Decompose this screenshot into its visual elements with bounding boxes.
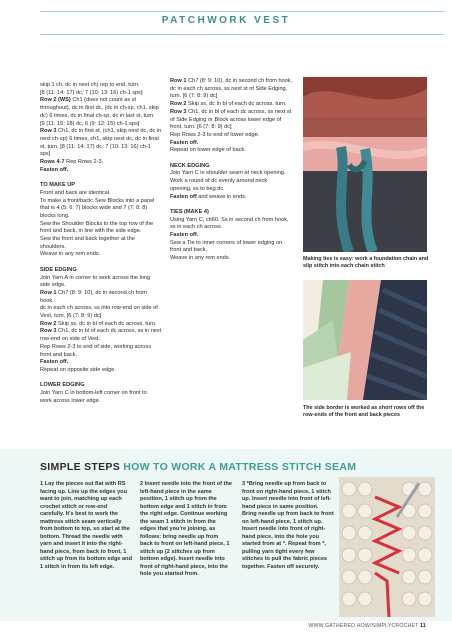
pattern-line: Row 1 Ch7 (8: 9: 10), dc in second ch from hook, bbox=[40, 289, 147, 304]
side-border-caption: The side border is worked as short rows off the row-ends of the front and back pieces bbox=[303, 405, 425, 418]
pattern-line: front and back, in line with the side edge. bbox=[40, 228, 142, 235]
side-border-photo bbox=[303, 280, 427, 400]
pattern-line: Row 2 Skip ss, dc in bl of each dc across, turn. bbox=[170, 101, 287, 108]
pattern-line: Front and back are identical. bbox=[40, 189, 111, 196]
pattern-line: Row 3 Ch1, dc in bl of each dc across, ss in next bbox=[40, 328, 162, 335]
pattern-line: Row 2 (WS) Ch1 (does not count as st bbox=[40, 97, 137, 104]
pattern-line: Fasten off. bbox=[40, 166, 69, 173]
pattern-line: of Side Edging or Block across lower edge of bbox=[170, 116, 282, 123]
pattern-line bbox=[170, 155, 298, 163]
pattern-column-1 bbox=[40, 82, 162, 405]
pattern-line: Sew the front and back together at the bbox=[40, 236, 135, 243]
pattern-line: NECK EDGING bbox=[170, 162, 210, 169]
pattern-line bbox=[40, 259, 162, 267]
pattern-line: Using Yarn C, ch60. Ss in second ch from hook, bbox=[170, 216, 289, 223]
page-header-title: PATCHWORK VEST bbox=[161, 15, 291, 26]
pattern-line: LOWER EDGING bbox=[40, 382, 85, 389]
pattern-line: Row 1 Ch7 (8: 9: 10), dc in second ch from hook, bbox=[170, 78, 293, 84]
pattern-line: turn. [6 (7: 8: 9) dc] bbox=[170, 93, 218, 100]
pattern-line: To make a front/back: Sew Blocks into a panel bbox=[40, 197, 155, 204]
pattern-column-2 bbox=[170, 78, 298, 263]
pattern-line: side edge. bbox=[40, 282, 66, 289]
pattern-line: TIES (MAKE 4) bbox=[170, 208, 209, 215]
pattern-line: throughout), dc in first dc, (dc in ch-sp, ch1, skip bbox=[40, 105, 159, 112]
pattern-line bbox=[40, 174, 162, 182]
pattern-line: blocks long. bbox=[40, 212, 70, 219]
pattern-line: [8 (11: 14: 17) dc, 7 (10: 13: 16) ch-1 sps] bbox=[40, 89, 143, 96]
pattern-line: ss in each ch across. bbox=[170, 224, 223, 231]
pattern-line: front and back. bbox=[170, 247, 208, 254]
step-3: 3 *Bring needle up from back to front on right-hand piece, 1 stitch up. Insert needle into front of left-hand piece in same position. Bring needle up from back to front on left-hand piece, 1 stitch up. Insert needle into front of right-hand piece, into the hole you started from at *. Repeat from *, pulling yarn tight every few stitches to pull the fabric pieces together. Fasten off securely. bbox=[242, 481, 334, 570]
ties-photo bbox=[303, 77, 427, 252]
pattern-line: front and back. bbox=[40, 351, 78, 358]
pattern-line: opening, ss to beg dc. bbox=[170, 185, 225, 192]
simple-steps-title bbox=[40, 461, 356, 473]
pattern-line: Fasten off and weave in ends. bbox=[170, 193, 247, 200]
mattress-stitch-heading: HOW TO WORK A MATTRESS STITCH SEAM bbox=[123, 461, 357, 473]
pattern-line bbox=[170, 201, 298, 209]
pattern-line: Repeat on lower edge of back. bbox=[170, 147, 246, 154]
pattern-line: TO MAKE UP bbox=[40, 182, 76, 189]
pattern-line: Rows 4-7 Rep Rows 2-3. bbox=[40, 159, 104, 166]
mattress-stitch-photo bbox=[339, 477, 435, 617]
pattern-line: Fasten off. bbox=[170, 232, 199, 239]
pattern-line: Rep Rows 2-3 to end of side, working across bbox=[40, 343, 151, 350]
pattern-line: skip 1 ch, dc in next ch) rep to end, turn. bbox=[40, 82, 140, 88]
step-2: 2 Insert needle into the front of the left-hand piece in the same position, 1 stitch up from the bottom edge and 1 stitch in from the right edge. Continue working the seam 1 stitch in from the edges that you're joining, as follows: bring needle up from back to front on left-hand piece, 1 stitch up (2 stitches up from bottom edge). Insert needle into front of right-hand piece, into the hole you started from. bbox=[140, 481, 232, 577]
footer-url[interactable]: WWW.GATHERED.HOW/SIMPLYCROCHET bbox=[308, 623, 419, 629]
pattern-line: Repeat on opposite side edge. bbox=[40, 366, 116, 373]
ties-caption: Making ties is easy: work a foundation chain and slip stitch into each chain stitch bbox=[303, 256, 429, 269]
pattern-line: dc in each ch across, ss into row-end on side of bbox=[40, 305, 158, 312]
pattern-line: shoulders. bbox=[40, 243, 66, 250]
pattern-line: Join Yarn C in bottom-left corner on front to bbox=[40, 390, 147, 397]
simple-steps-label: SIMPLE STEPS bbox=[40, 461, 121, 473]
pattern-line: Work a round of dc evenly around neck bbox=[170, 178, 268, 185]
pattern-line: Row 3 Ch1, dc in bl of each dc across, ss next st bbox=[170, 108, 292, 115]
pattern-line: Sew the Shoulder Blocks to the top row of the bbox=[40, 220, 154, 227]
header-rule-top bbox=[40, 11, 444, 12]
pattern-line: dc in each ch across, ss next st of Side Edging, bbox=[170, 85, 288, 92]
pattern-line: Rep Rows 2-3 to end of lower edge. bbox=[170, 131, 260, 138]
pattern-line: Weave in any rem ends. bbox=[170, 255, 231, 262]
pattern-line: Fasten off. bbox=[40, 359, 69, 366]
pattern-line: Join Yarn C in shoulder seam at neck opening. bbox=[170, 170, 286, 177]
pattern-line: row-end on side of Vest. bbox=[40, 336, 101, 343]
pattern-line: Row 2 Skip ss, dc in bl of each dc across, turn. bbox=[40, 320, 157, 327]
pattern-line bbox=[40, 375, 162, 383]
pattern-line: Vest, turn. [6 (7: 8: 9) dc] bbox=[40, 313, 102, 320]
page-footer bbox=[308, 623, 426, 629]
pattern-line: Fasten off. bbox=[170, 139, 199, 146]
pattern-line: that is 4 (5: 6: 7) blocks wide and 7 (7: 8: 8) bbox=[40, 205, 148, 212]
pattern-line: next ch-sp) 6 times, ch1, skip next dc, dc in final bbox=[40, 135, 159, 142]
pattern-line: st, turn. [8 (11: 14: 17) dc, 7 (10: 13: 16) ch-1 sps] bbox=[40, 143, 151, 158]
page-number: 11 bbox=[420, 623, 426, 629]
pattern-line: dc) 6 times, dc in final ch-sp, dc in last st, turn. bbox=[40, 112, 155, 119]
header-rule-bottom bbox=[40, 34, 444, 35]
pattern-line: Join Yarn A in corner to work across the long bbox=[40, 274, 151, 281]
pattern-line: Row 3 Ch1, dc in first st, (ch1, skip next dc, dc in bbox=[40, 128, 162, 135]
simple-steps-panel bbox=[0, 449, 452, 621]
pattern-line: front, turn. [6 (7: 8: 9) dc] bbox=[170, 124, 232, 131]
pattern-line: [9 (11: 15: 18) dc, 6 (9: 12: 15) ch-1 sps] bbox=[40, 120, 140, 127]
pattern-line: Sew a Tie to inner corners of lower edging on bbox=[170, 239, 283, 246]
pattern-line: work across lower edge. bbox=[40, 397, 101, 404]
pattern-line: SIDE EDGING bbox=[40, 266, 77, 273]
pattern-line: Weave in any rem ends. bbox=[40, 251, 101, 258]
step-1: 1 Lay the pieces out flat with RS facing up. Line up the edges you want to join, matching up each crochet stitch or row-end carefully. It's best to work the mattress stitch seam vertically from bottom to top, so start at the bottom. Thread the needle with yarn and insert it into the right-hand piece, from back to front, 1 stitch up from its bottom edge and 1 stitch in from its left edge. bbox=[40, 481, 132, 570]
